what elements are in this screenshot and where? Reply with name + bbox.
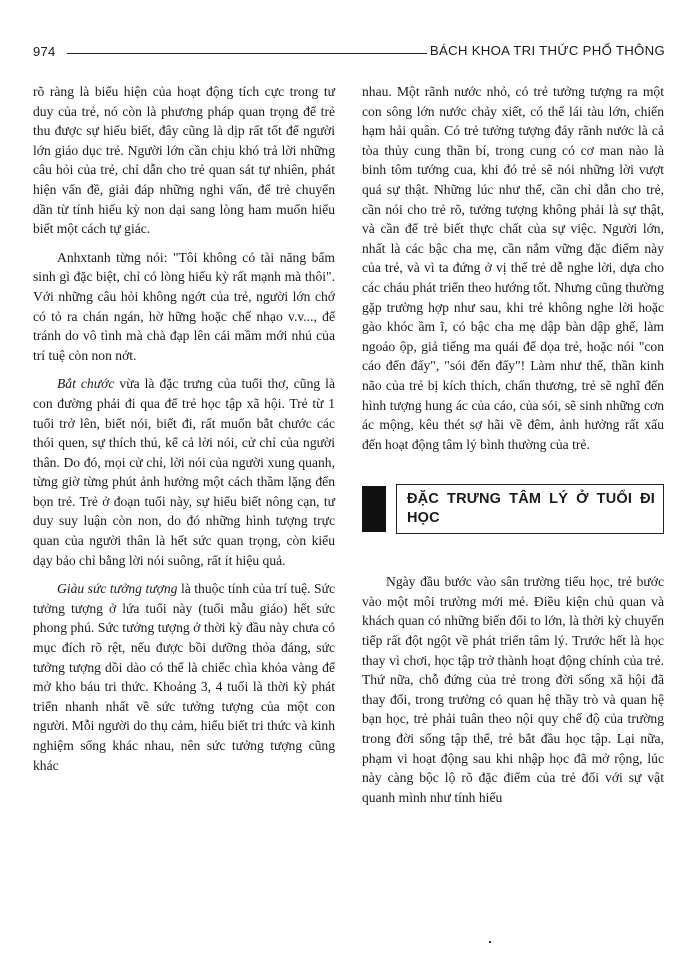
paragraph (33, 374, 335, 570)
paragraph-body: là thuộc tính của trí tuệ. Sức tưởng tượng ở lứa tuổi này (tuổi mẫu giáo) hết sức phong phú. Sức tưởng tượng ở thời kỳ đầu này chưa có mục đích rõ rệt, nếu được bồi dưỡng thỏa đáng, sức tưởng tượng dồi dào có thể là chiếc chìa khóa vàng để mở kho báu tri thức. Khoảng 3, 4 tuổi là thời kỳ phát triển nhanh nhất về sức tưởng tượng của một con người. Mỗi người do thụ cảm, hiểu biết tri thức và kinh nghiệm sống khác nhau, nên sức tưởng tượng cũng khác (33, 581, 335, 773)
paragraph-lead: Giàu sức tưởng tượng (57, 581, 178, 597)
section-heading-box (362, 484, 664, 542)
paragraph-lead: Bắt chước (57, 376, 115, 392)
section-title: ĐẶC TRƯNG TÂM LÝ Ở TUỔI ĐI HỌC (407, 491, 655, 527)
section-marker (362, 486, 386, 532)
right-column (362, 82, 664, 807)
page-mark (489, 941, 491, 943)
paragraph: nhau. Một rãnh nước nhỏ, có trẻ tưởng tượng ra một con sông lớn nước chảy xiết, có thể lái tàu lớn, chiến hạm hải quân. Có trẻ tưởng tượng đáy rãnh nước là cả tòa thủy cung thần bí, trong cung có cơ man nào là binh tôm tướng cua, khi đó trẻ sẽ nói những lời vượt quá sự thật. Những lúc như thế, cần chỉ dẫn cho trẻ, cần nói cho trẻ rõ, tưởng tượng không phải là sự thật, và cần để trẻ biết thực chất của sự việc. Người lớn, nhất là các bậc cha mẹ, cần nắm vững đặc điểm này của trẻ, và vì ta đứng ở vị thế trẻ dễ nghe lời, dựa cho các cháu phát triển theo hướng tốt. Nhưng cũng thường gặp trường hợp như sau, khi trẻ không nghe lời hoặc gào khóc ầm ĩ, có bậc cha mẹ dập bàn dập ghế, làm ngoáo ộp, giả tiếng ma quái để dọa trẻ, hoặc nói "con cáo đến đấy", "sói đến đấy"! Làm như thế, thần kinh não của trẻ bị kích thích, chấn thương, trẻ sẽ nghĩ đến hình tượng hung ác của cáo, của sói, sẽ sinh những cơn ác mộng, kêu thét sợ hãi về đêm, ảnh hưởng rất xấu đến hoạt động tâm lý bình thường của trẻ. (362, 84, 664, 452)
header-rule (67, 53, 427, 54)
paragraph (33, 579, 335, 775)
paragraph: Ngày đầu bước vào sân trường tiểu học, trẻ bước vào một môi trường mới mẻ. Điều kiện chủ quan và khách quan có những biến đổi to lớn, là thời kỳ chuyển tiếp rất đột ngột về phát triển tâm lý. Trước hết là học thay vì chơi, học tập trở thành hoạt động chính của trẻ. Thứ nữa, chỗ đứng của trẻ trong đời sống xã hội đã thay đổi, trong trường có quan hệ thầy trò và quan hệ bạn học, trẻ phải tuân theo nội quy chế độ của trường trong đời sống tập thể, trẻ bắt đầu học tập. Lại nữa, phạm vi hoạt động sau khi nhập học đã mở rộng, lúc này càng bộc lộ rõ đặc điểm của trẻ đối với sự vật quanh mình như tính hiếu (362, 574, 664, 805)
page-number: 974 (33, 44, 56, 59)
page-header (33, 40, 665, 64)
paragraph: rõ ràng là biểu hiện của hoạt động tích cực trong tư duy của trẻ, nó còn là phương pháp quan trọng để trẻ thu được sự hiểu biết, đây cũng là dịp rất tốt để người lớn giáo dục trẻ. Người lớn cần chịu khó trả lời những câu hỏi của trẻ, chỉ dẫn cho trẻ quan sát tự nhiên, phát hiện vấn đề, giải đáp những nghi vấn, để trẻ chuyển dần từ tính hiếu kỳ non dại sang lòng ham muốn hiểu biết một cách tự giác. (33, 84, 335, 237)
left-column (33, 82, 335, 775)
paragraph: Anhxtanh từng nói: "Tôi không có tài năng bẩm sinh gì đặc biệt, chỉ có lòng hiếu kỳ rất mạnh mà thôi". Với những câu hỏi không ngớt của trẻ, người lớn chớ có tỏ ra chán ngán, hờ hững hoặc chế nhạo v.v..., để tránh do vô tình mà chà đạp lên cái mầm mới nhú của trí tuệ còn non nớt. (33, 249, 335, 363)
paragraph-body: vừa là đặc trưng của tuổi thơ, cũng là con đường phải đi qua để trẻ học tập xã hội. Trẻ từ 1 tuổi trở lên, biết nói, biết đi, rất muốn bắt chước các thói quen, sự thích thú, kể cả lời nói, cử chỉ của người thân. Do đó, mọi cử chỉ, lời nói của người xung quanh, từng giờ từng phút ảnh hưởng một cách thầm lặng đến bọn trẻ. Trẻ ở đoạn tuổi này, sự hiểu biết nông cạn, tư duy suy luận còn non, do đó những hình tượng trực quan của người thân là hết sức quan trọng, còn kiểu dạy bảo chỉ bằng lời nói suông, rất ít hiệu quả. (33, 376, 335, 568)
section-frame (396, 484, 664, 534)
running-title: BÁCH KHOA TRI THỨC PHỔ THÔNG (429, 43, 665, 58)
